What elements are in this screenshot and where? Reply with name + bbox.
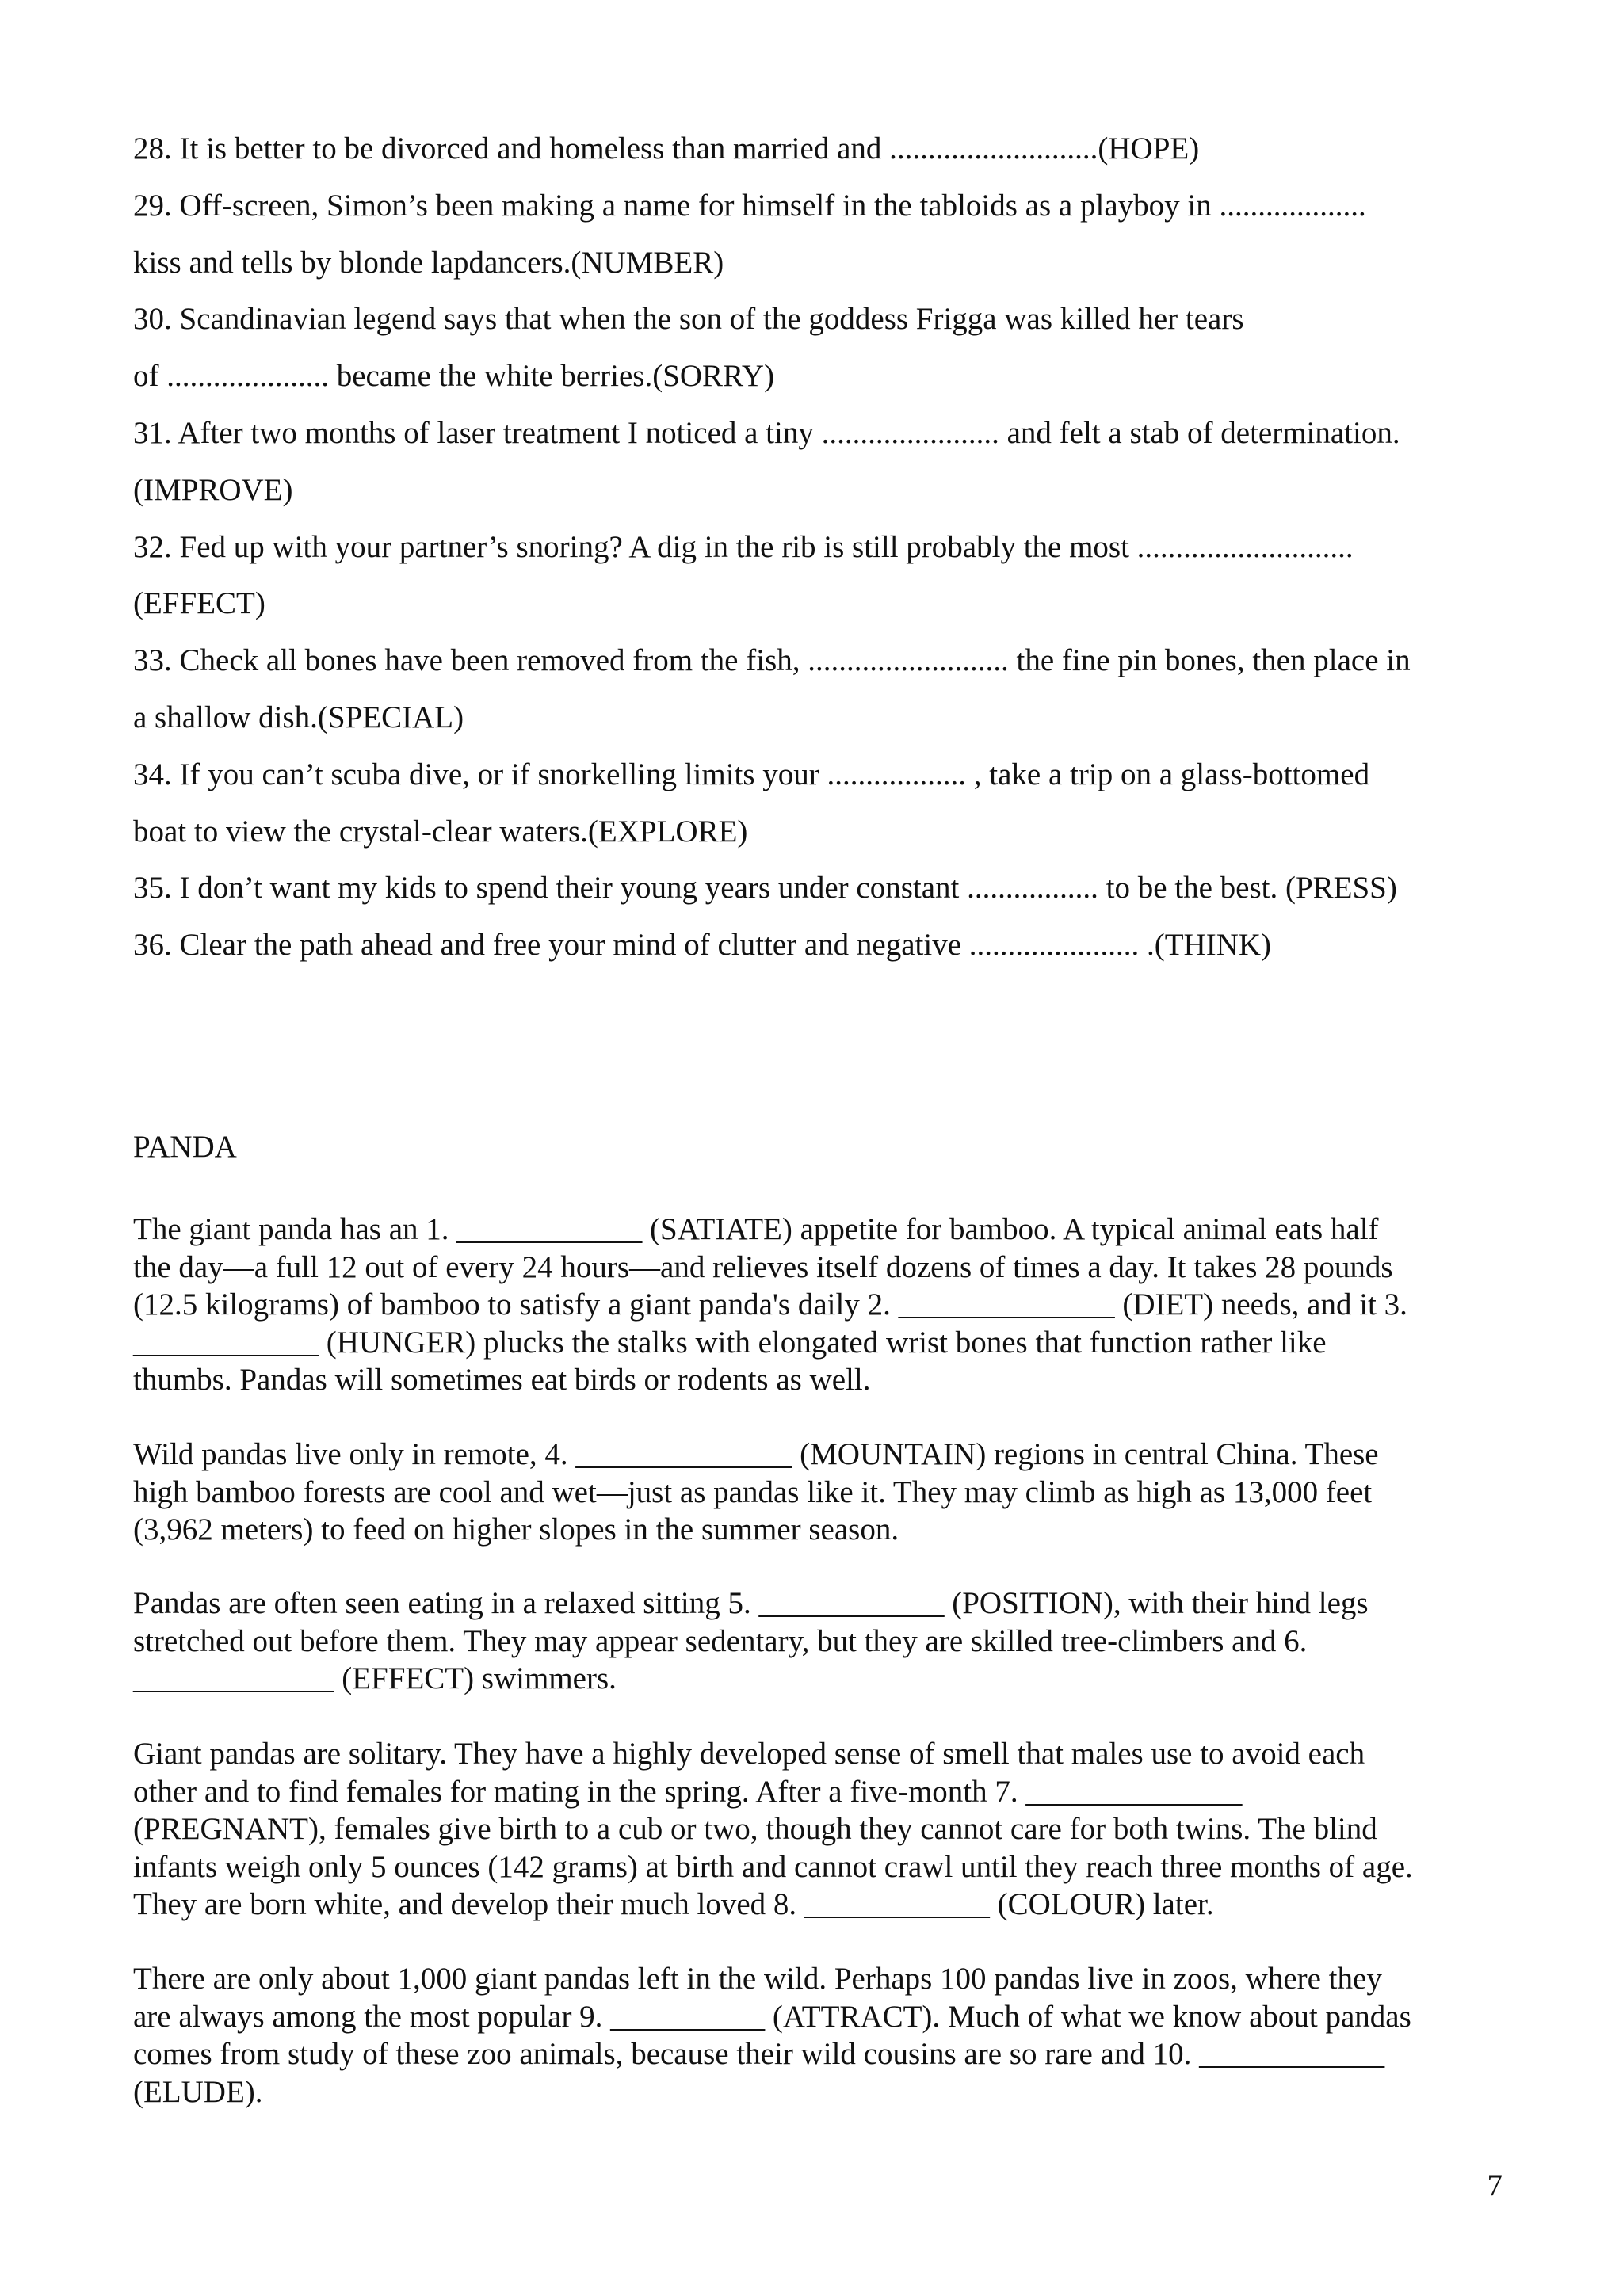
passage-line: the day—a full 12 out of every 24 hours—and relieves itself dozens of times a day. It takes 28 pounds bbox=[133, 1249, 1393, 1284]
exercise-line: 29. Off-screen, Simon’s been making a name for himself in the tabloids as a playboy in ................... bbox=[133, 188, 1366, 223]
passage-line: (PREGNANT), females give birth to a cub or two, though they cannot care for both twins. The blind bbox=[133, 1812, 1377, 1846]
exercise-line: 30. Scandinavian legend says that when the son of the goddess Frigga was killed her tears bbox=[133, 302, 1244, 337]
section-title: PANDA bbox=[133, 1130, 237, 1164]
exercise-line: a shallow dish.(SPECIAL) bbox=[133, 700, 464, 734]
exercise-line: 33. Check all bones have been removed from the fish, .......................... the fine pin bones, then place in bbox=[133, 643, 1411, 678]
page-number: 7 bbox=[1487, 2168, 1503, 2203]
passage-line: high bamboo forests are cool and wet—just as pandas like it. They may climb as high as 13,000 feet bbox=[133, 1474, 1373, 1509]
passage-line: (12.5 kilograms) of bamboo to satisfy a giant panda's daily 2. ______________ (DIET) needs, and it 3. bbox=[133, 1287, 1407, 1322]
passage-line: There are only about 1,000 giant pandas left in the wild. Perhaps 100 pandas live in zoos, where they bbox=[133, 1962, 1382, 1996]
passage-line: are always among the most popular 9. __________ (ATTRACT). Much of what we know about pandas bbox=[133, 1999, 1411, 2034]
exercise-line: (EFFECT) bbox=[133, 586, 265, 621]
passage-line: other and to find females for mating in the spring. After a five-month 7. ______________ bbox=[133, 1774, 1243, 1809]
exercise-line: of ..................... became the white berries.(SORRY) bbox=[133, 359, 775, 394]
passage-line: ____________ (HUNGER) plucks the stalks with elongated wrist bones that function rather like bbox=[133, 1325, 1327, 1360]
exercise-line: 35. I don’t want my kids to spend their young years under constant ................. to be the best. (PRESS) bbox=[133, 871, 1397, 906]
exercise-line: 32. Fed up with your partner’s snoring? A dig in the rib is still probably the most ............................ bbox=[133, 529, 1354, 564]
exercise-line: kiss and tells by blonde lapdancers.(NUMBER) bbox=[133, 245, 724, 280]
passage-line: thumbs. Pandas will sometimes eat birds or rodents as well. bbox=[133, 1363, 871, 1397]
passage-paragraph-4 bbox=[133, 1735, 1512, 1924]
passage-line: comes from study of these zoo animals, because their wild cousins are so rare and 10. ____________ bbox=[133, 2037, 1385, 2071]
exercise-line: (IMPROVE) bbox=[133, 472, 293, 507]
passage-line: _____________ (EFFECT) swimmers. bbox=[133, 1661, 617, 1695]
passage-line: Wild pandas live only in remote, 4. ______________ (MOUNTAIN) regions in central China. These bbox=[133, 1437, 1379, 1471]
exercise-line: 28. It is better to be divorced and homeless than married and ...........................(HOPE) bbox=[133, 132, 1200, 166]
exercise-line: boat to view the crystal-clear waters.(EXPLORE) bbox=[133, 814, 748, 849]
passage-line: Pandas are often seen eating in a relaxed sitting 5. ____________ (POSITION), with their hind legs bbox=[133, 1586, 1369, 1620]
passage-line: infants weigh only 5 ounces (142 grams) at birth and cannot crawl until they reach three months of age. bbox=[133, 1849, 1413, 1884]
passage-paragraph-5 bbox=[133, 1960, 1512, 2111]
exercise-line: 34. If you can’t scuba dive, or if snorkelling limits your .................. , take a trip on a glass-bottomed bbox=[133, 757, 1370, 791]
exercise-line: 36. Clear the path ahead and free your mind of clutter and negative ...................... .(THINK) bbox=[133, 928, 1272, 963]
passage-line: (ELUDE). bbox=[133, 2074, 263, 2109]
passage-paragraph-2 bbox=[133, 1436, 1512, 1549]
passage-paragraph-1 bbox=[133, 1211, 1512, 1399]
word-formation-exercise bbox=[133, 120, 1512, 974]
passage-line: The giant panda has an 1. ____________ (SATIATE) appetite for bamboo. A typical animal eats half bbox=[133, 1212, 1379, 1246]
passage-line: stretched out before them. They may appear sedentary, but they are skilled tree-climbers and 6. bbox=[133, 1623, 1308, 1658]
passage-line: They are born white, and develop their much loved 8. ____________ (COLOUR) later. bbox=[133, 1887, 1214, 1921]
passage-paragraph-3 bbox=[133, 1585, 1512, 1698]
passage-line: (3,962 meters) to feed on higher slopes in the summer season. bbox=[133, 1512, 899, 1547]
exercise-line: 31. After two months of laser treatment I noticed a tiny ....................... and felt a stab of determination. bbox=[133, 415, 1400, 450]
passage-line: Giant pandas are solitary. They have a highly developed sense of smell that males use to avoid each bbox=[133, 1737, 1365, 1771]
